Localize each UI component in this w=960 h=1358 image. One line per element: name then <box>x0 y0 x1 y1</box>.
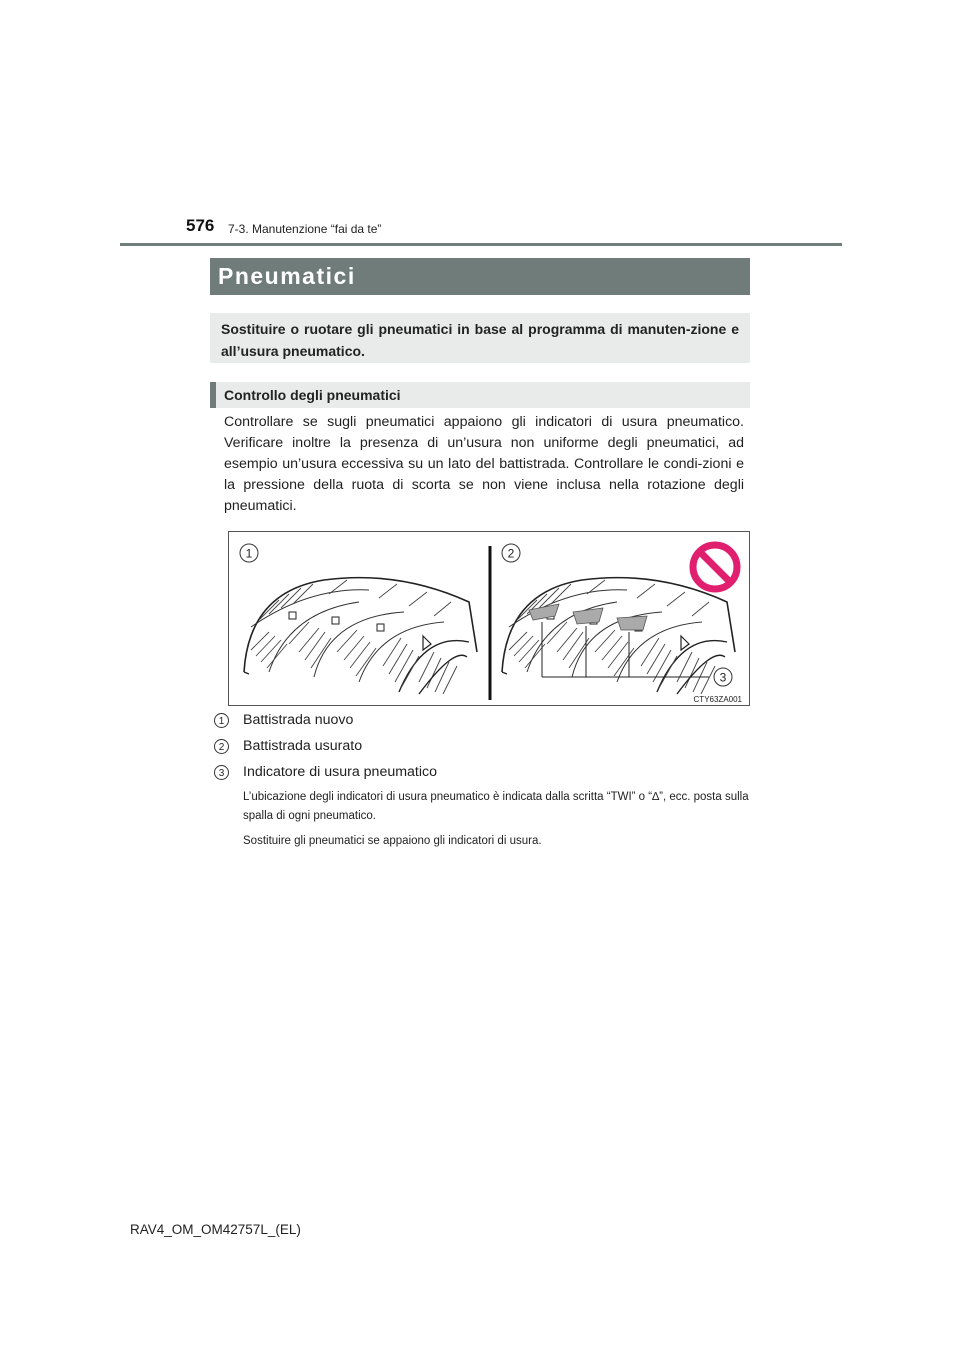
legend-label: Indicatore di usura pneumatico <box>243 764 438 780</box>
figure-code: CTY63ZA001 <box>693 695 742 704</box>
legend-number: 1 <box>214 713 229 728</box>
subsection-heading: Controllo degli pneumatici <box>210 382 750 408</box>
legend-label: Battistrada nuovo <box>243 712 354 728</box>
legend-number: 2 <box>214 739 229 754</box>
note-paragraph: Sostituire gli pneumatici se appaiono gli indicatori di usura. <box>243 835 542 847</box>
intro-summary: Sostituire o ruotare gli pneumatici in base al programma di manuten-zione e all’usura pneumatico. <box>210 313 750 363</box>
note-paragraph: L’ubicazione degli indicatori di usura pneumatico è indicata dalla scritta “TWI” o “∆”, ecc. posta sulla spalla di ogni pneumatico. <box>243 791 749 822</box>
tread-illustration <box>229 532 751 707</box>
legend-number: 3 <box>214 765 229 780</box>
page-number: 576 <box>186 216 215 235</box>
svg-text:1: 1 <box>245 546 253 561</box>
callout-2 <box>502 544 520 562</box>
tread-wear-figure <box>228 531 750 706</box>
callout-3 <box>714 668 732 686</box>
legend-label: Battistrada usurato <box>243 738 363 754</box>
callout-1 <box>240 544 258 562</box>
subsection-body: Controllare se sugli pneumatici appaiono gli indicatori di usura pneumatico. Verificare inoltre la presenza di un’usura non uniforme degli pneumatici, ad esempio un’usura eccessiva su un lato del battistrada. Controllare le condi-zioni e la pressione della ruota di scorta se non viene inclusa nella rotazione degli pneumatici. <box>224 414 744 514</box>
page-title: Pneumatici <box>210 258 750 295</box>
svg-text:3: 3 <box>719 670 727 685</box>
section-breadcrumb: 7-3. Manutenzione “fai da te” <box>228 222 382 236</box>
header-divider <box>120 243 842 246</box>
prohibition-icon <box>693 545 737 589</box>
document-code-footer: RAV4_OM_OM42757L_(EL) <box>130 1222 301 1237</box>
svg-text:2: 2 <box>507 546 515 561</box>
